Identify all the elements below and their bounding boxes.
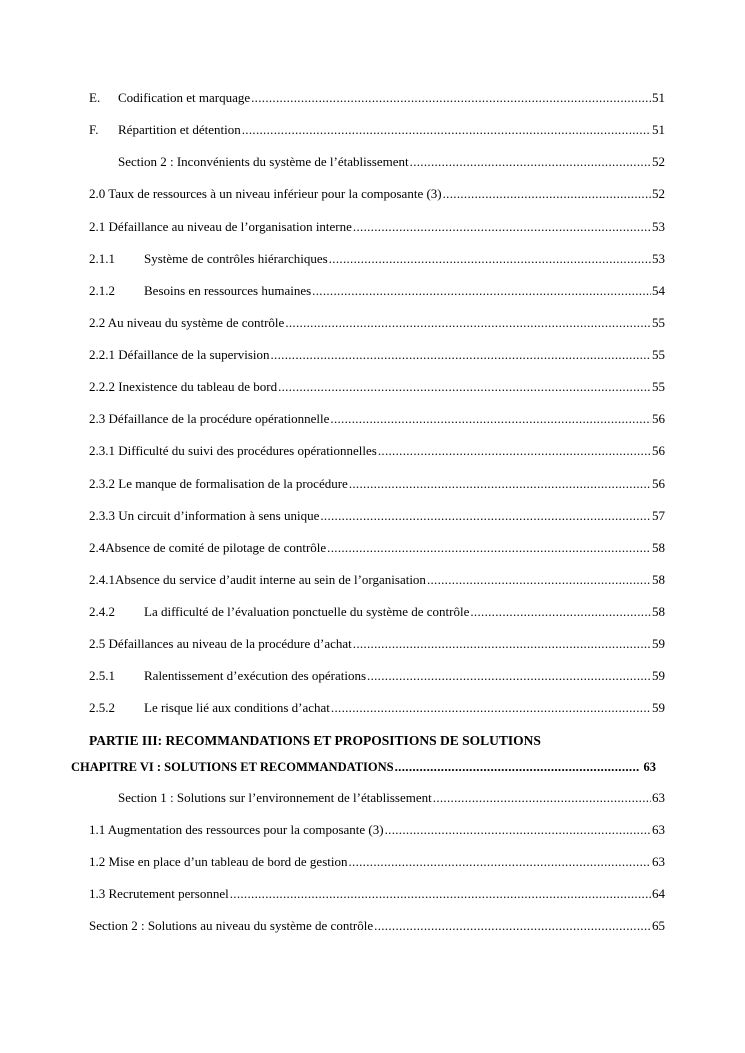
toc-leader-dots [410, 154, 651, 170]
toc-entry [89, 604, 665, 620]
toc-entry-title: Répartition et détention [118, 122, 241, 137]
toc-entry [89, 540, 665, 556]
toc-leader-dots [331, 700, 651, 716]
toc-entry [89, 822, 665, 838]
toc-leader-dots [348, 854, 651, 870]
toc-entry-number: 2.5.2 [89, 700, 115, 715]
toc-entry-title: Besoins en ressources humaines [144, 283, 312, 298]
toc-leader-dots [378, 443, 651, 459]
toc-entry [89, 347, 665, 363]
toc-leader-dots [443, 186, 651, 202]
toc-entry-page: 54 [652, 283, 665, 298]
toc-entry-page: 65 [652, 918, 665, 933]
toc-entry [89, 251, 665, 267]
toc-entry-page: 52 [652, 186, 665, 201]
toc-entry [118, 154, 665, 170]
toc-entry-page: 58 [652, 604, 665, 619]
toc-entry-number: 2.1.1 [89, 251, 115, 266]
toc-entry-title: Section 2 : Inconvénients du système de l’établissement [118, 154, 409, 169]
toc-entry [89, 379, 665, 395]
toc-leader-dots [353, 636, 651, 652]
toc-chapter-entry [71, 759, 656, 775]
toc-entry [89, 315, 665, 331]
toc-entry [89, 122, 665, 138]
toc-entry-page: 56 [652, 443, 665, 458]
toc-entry [89, 186, 665, 202]
toc-entry-title: 2.1 Défaillance au niveau de l’organisation interne [89, 219, 352, 234]
toc-leader-dots [242, 122, 651, 138]
toc-entry [89, 700, 665, 716]
toc-entry-title: Ralentissement d’exécution des opérations [144, 668, 367, 683]
toc-entry [89, 854, 665, 870]
toc-entry-page: 63 [652, 854, 665, 869]
toc-entry-title: 2.4.1Absence du service d’audit interne au sein de l’organisation [89, 572, 426, 587]
toc-entry [89, 918, 665, 934]
toc-entry-number: 2.4.2 [89, 604, 115, 619]
toc-entry-page: 52 [652, 154, 665, 169]
toc-leader-dots [312, 283, 651, 299]
toc-entry-title: 2.0 Taux de ressources à un niveau inférieur pour la composante (3) [89, 186, 442, 201]
toc-leader-dots [330, 411, 651, 427]
toc-entry-title: 2.3.2 Le manque de formalisation de la procédure [89, 476, 348, 491]
toc-entry-page: 55 [652, 347, 665, 362]
toc-leader-dots [367, 668, 651, 684]
toc-entry-title: 2.2 Au niveau du système de contrôle [89, 315, 285, 330]
toc-entry-title: Système de contrôles hiérarchiques [144, 251, 328, 266]
toc-entry-page: 55 [652, 315, 665, 330]
toc-entry-number: E. [89, 90, 101, 105]
toc-entry-number: F. [89, 122, 99, 137]
toc-entry-page: 59 [652, 700, 665, 715]
toc-entry-page: 63 [652, 790, 665, 805]
toc-entry-title: 2.5 Défaillances au niveau de la procédure d’achat [89, 636, 352, 651]
toc-entry-title: Le risque lié aux conditions d’achat [144, 700, 330, 715]
toc-entry-title: 2.2.1 Défaillance de la supervision [89, 347, 270, 362]
toc-entry [89, 508, 665, 524]
toc-entry-title: 2.3.1 Difficulté du suivi des procédures opérationnelles [89, 443, 377, 458]
toc-entry [89, 219, 665, 235]
toc-leader-dots [285, 315, 651, 331]
toc-entry-title: Codification et marquage [118, 90, 251, 105]
toc-entry [89, 90, 665, 106]
toc-entry-page: 53 [652, 219, 665, 234]
toc-entry-page: 59 [652, 668, 665, 683]
toc-entry-page: 53 [652, 251, 665, 266]
toc-leader-dots [230, 886, 651, 902]
toc-entry-page: 56 [652, 476, 665, 491]
toc-leader-dots [251, 90, 651, 106]
toc-entry-page: 63 [652, 822, 665, 837]
toc-leader-dots [470, 604, 651, 620]
toc-entry-title: 1.2 Mise en place d’un tableau de bord de gestion [89, 854, 348, 869]
toc-leader-dots [427, 572, 651, 588]
toc-entry [89, 476, 665, 492]
toc-leader-dots [349, 476, 651, 492]
toc-leader-dots [374, 918, 651, 934]
part-heading: PARTIE III: RECOMMANDATIONS ET PROPOSITIONS DE SOLUTIONS [89, 733, 541, 748]
toc-entry-number: 2.1.2 [89, 283, 115, 298]
toc-entry-title: 1.1 Augmentation des ressources pour la composante (3) [89, 822, 384, 837]
toc-entry [89, 886, 665, 902]
toc-entry-page: 64 [652, 886, 665, 901]
toc-entry [89, 668, 665, 684]
toc-entry-title: La difficulté de l’évaluation ponctuelle du système de contrôle [144, 604, 470, 619]
toc-leader-dots [433, 790, 651, 806]
toc-leader-dots [271, 347, 652, 363]
toc-entry [89, 636, 665, 652]
toc-entry [89, 411, 665, 427]
toc-entry-number: 2.5.1 [89, 668, 115, 683]
toc-chapter-title: CHAPITRE VI : SOLUTIONS ET RECOMMANDATIONS [71, 760, 394, 774]
toc-leader-dots [320, 508, 651, 524]
toc-leader-dots [327, 540, 651, 556]
toc-entry [89, 572, 665, 588]
toc-entry-page: 51 [652, 122, 665, 137]
toc-leader-dots [353, 219, 651, 235]
toc-entry-title: Section 1 : Solutions sur l’environnement de l’établissement [118, 790, 432, 805]
toc-entry-title: 1.3 Recrutement personnel [89, 886, 229, 901]
toc-entry-page: 55 [652, 379, 665, 394]
toc-chapter-page: 63 [643, 760, 656, 774]
toc-entry [118, 790, 665, 806]
toc-entry-page: 57 [652, 508, 665, 523]
toc-entry-page: 58 [652, 572, 665, 587]
toc-entry-title: Section 2 : Solutions au niveau du système de contrôle [89, 918, 374, 933]
toc-entry-page: 59 [652, 636, 665, 651]
toc-entry-title: 2.3 Défaillance de la procédure opérationnelle [89, 411, 330, 426]
toc-entry-title: 2.3.3 Un circuit d’information à sens unique [89, 508, 320, 523]
toc-leader-dots [395, 759, 639, 775]
toc-entry-page: 51 [652, 90, 665, 105]
toc-entry [89, 283, 665, 299]
toc-leader-dots [329, 251, 651, 267]
toc-entry [89, 443, 665, 459]
toc-leader-dots [385, 822, 651, 838]
toc-entry-title: 2.4Absence de comité de pilotage de contrôle [89, 540, 327, 555]
toc-leader-dots [278, 379, 651, 395]
toc-entry-page: 58 [652, 540, 665, 555]
toc-entry-title: 2.2.2 Inexistence du tableau de bord [89, 379, 278, 394]
toc-entry-page: 56 [652, 411, 665, 426]
